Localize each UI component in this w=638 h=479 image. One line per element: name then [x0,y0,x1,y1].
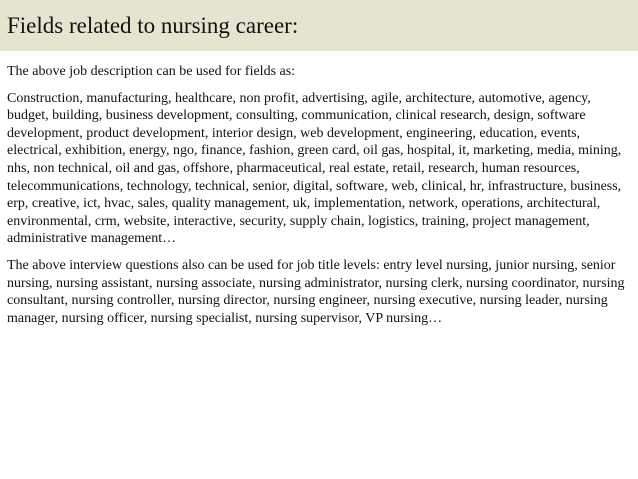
fields-paragraph: Construction, manufacturing, healthcare, non profit, advertising, agile, architecture, automotive, agency, budget, building, business development, consulting, communication, clinical research, design, software development, product development, interior design, web development, engineering, education, events, electrical, exhibition, energy, ngo, finance, fashion, green card, oil gas, hospital, it, marketing, media, mining, nhs, non technical, oil and gas, offshore, pharmaceutical, real estate, retail, research, human resources, telecommunications, technology, technical, senior, digital, software, web, clinical, hr, infrastructure, business, erp, creative, ict, hvac, sales, quality management, uk, implementation, network, operations, architectural, environmental, crm, website, interactive, security, supply chain, logistics, training, project management, administrative management… [7,90,622,247]
slide-body [7,63,633,327]
title-bar [0,0,638,51]
slide-title: Fields related to nursing career: [7,13,299,38]
intro-text: The above job description can be used for fields as: [7,64,296,79]
job-levels-paragraph: The above interview questions also can be used for job title levels: entry level nursing, junior nursing, senior nursing, nursing assistant, nursing associate, nursing administrator, nursing clerk, nursing coordinator, nursing consultant, nursing controller, nursing director, nursing engineer, nursing executive, nursing leader, nursing manager, nursing officer, nursing specialist, nursing supervisor, VP nursing… [7,257,625,326]
